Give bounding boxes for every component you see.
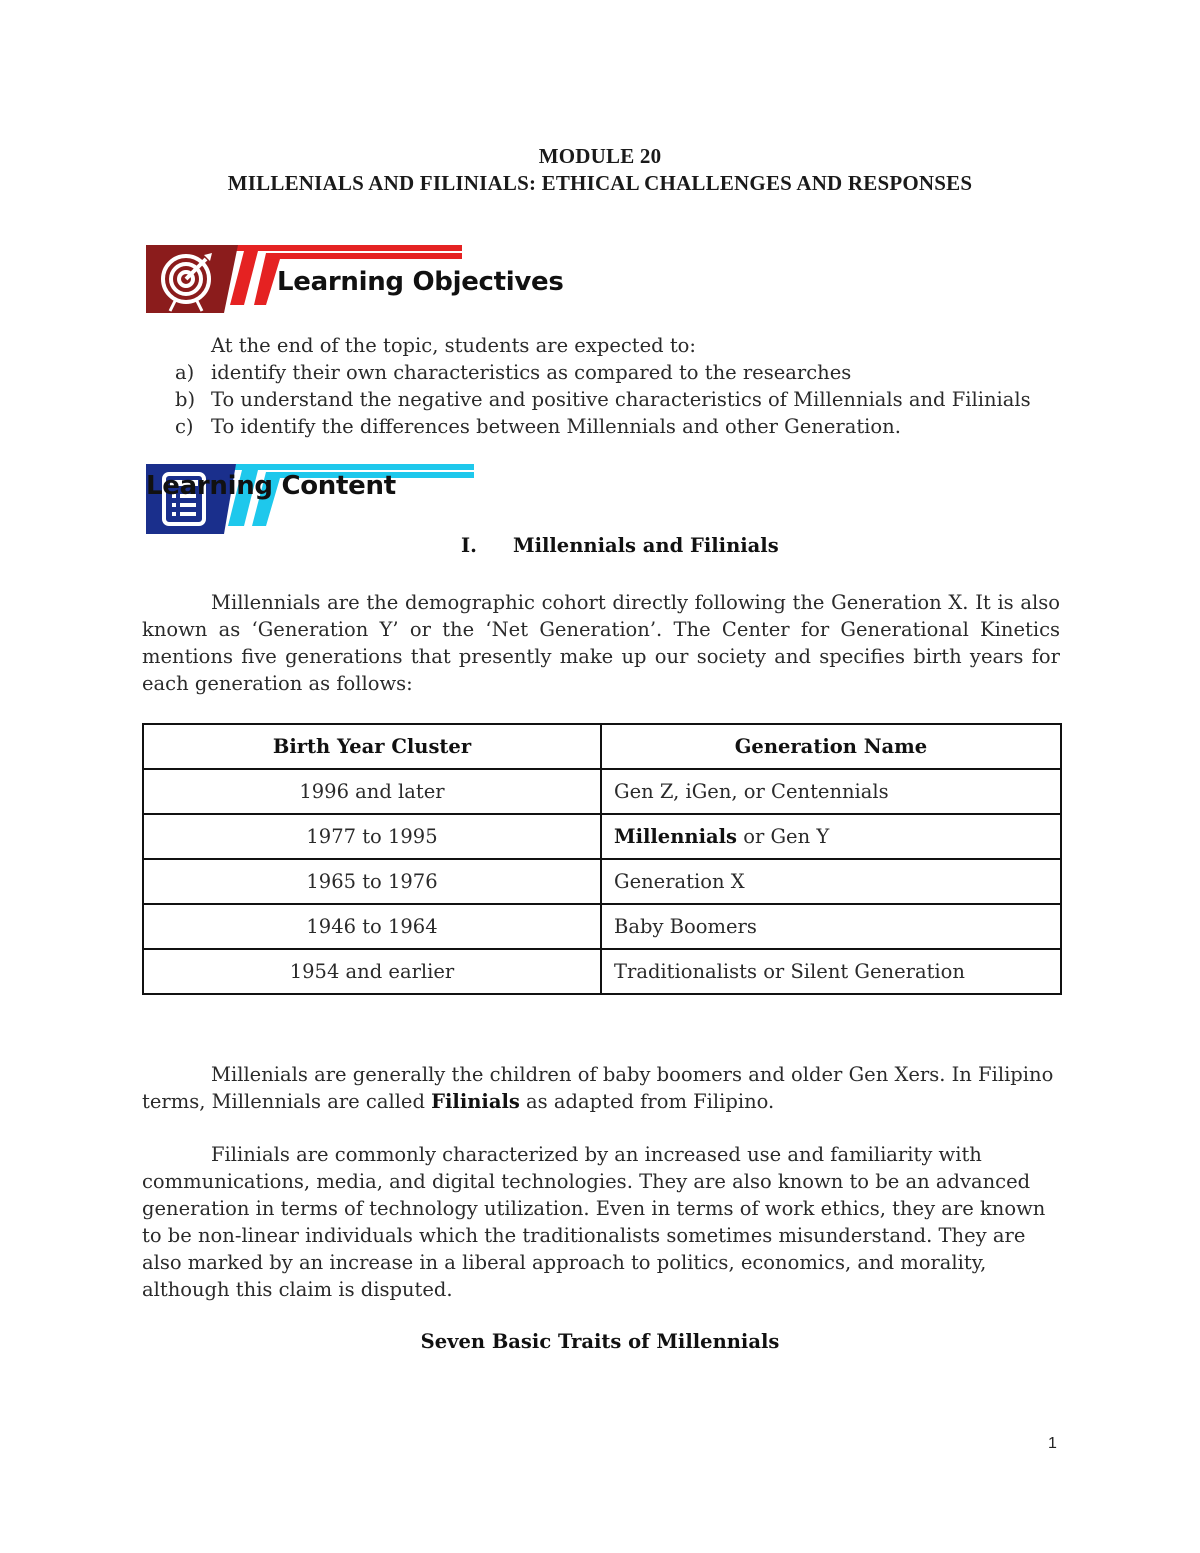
generation-bold: Millennials bbox=[614, 825, 737, 848]
table-cell-generation: Baby Boomers bbox=[601, 904, 1061, 949]
para2-bold-term: Filinials bbox=[431, 1090, 520, 1113]
table-row bbox=[143, 904, 1061, 949]
section-number: I. bbox=[461, 534, 477, 557]
objective-item bbox=[175, 413, 901, 440]
table-row bbox=[143, 769, 1061, 814]
table-row bbox=[143, 814, 1061, 859]
objective-item bbox=[175, 359, 851, 386]
module-number: MODULE 20 bbox=[538, 144, 662, 168]
table-cell-years: 1996 and later bbox=[143, 769, 601, 814]
objective-letter: b) bbox=[175, 388, 196, 411]
table-header: Generation Name bbox=[601, 724, 1061, 769]
objective-letter: c) bbox=[175, 415, 194, 438]
table-cell-years: 1954 and earlier bbox=[143, 949, 601, 994]
table-header: Birth Year Cluster bbox=[143, 724, 601, 769]
filinials-paragraph bbox=[142, 1061, 1060, 1115]
objectives-banner-label: Learning Objectives bbox=[277, 267, 564, 297]
table-cell-years: 1977 to 1995 bbox=[143, 814, 601, 859]
traits-subheading: Seven Basic Traits of Millennials bbox=[420, 1330, 780, 1353]
table-cell-years: 1965 to 1976 bbox=[143, 859, 601, 904]
content-banner-label: Learning Content bbox=[146, 471, 396, 501]
objectives-intro: At the end of the topic, students are expected to: bbox=[211, 334, 696, 357]
table-cell-years: 1946 to 1964 bbox=[143, 904, 601, 949]
table-row bbox=[143, 859, 1061, 904]
table-cell-generation: Gen Z, iGen, or Centennials bbox=[601, 769, 1061, 814]
intro-paragraph: Millennials are the demographic cohort directly following the Generation X. It is also known as ‘Generation Y’ or the ‘Net Generation’. The Center for Generational Kinetics mentions five generations that presently make up our society and specifies birth years for each generation as follows: bbox=[142, 591, 1060, 695]
section-heading: Millennials and Filinials bbox=[513, 534, 779, 557]
generations-table bbox=[142, 723, 1062, 995]
table-header-row bbox=[143, 724, 1061, 769]
module-title: MILLENIALS AND FILINIALS: ETHICAL CHALLENGES AND RESPONSES bbox=[227, 171, 973, 195]
characteristics-paragraph: Filinials are commonly characterized by an increased use and familiarity with communications, media, and digital technologies. They are also known to be an advanced generation in terms of technology utilization. Even in terms of work ethics, they are known to be non-linear individuals which the traditionalists sometimes misunderstand. They are also marked by an increase in a liberal approach to politics, economics, and morality, although this claim is disputed. bbox=[142, 1143, 1046, 1301]
objective-letter: a) bbox=[175, 361, 195, 384]
objective-text: To identify the differences between Millennials and other Generation. bbox=[211, 415, 901, 438]
objective-text: To understand the negative and positive characteristics of Millennials and Filinials bbox=[211, 388, 1031, 411]
table-cell-generation: Generation X bbox=[601, 859, 1061, 904]
para2-text-after: as adapted from Filipino. bbox=[519, 1090, 775, 1113]
para2-text-before: Millenials are generally the children of baby boomers and older Gen Xers. In Filipino terms, Millennials are called bbox=[142, 1063, 1054, 1113]
objective-item bbox=[175, 386, 1031, 413]
page-number: 1 bbox=[1048, 1435, 1057, 1452]
table-row bbox=[143, 949, 1061, 994]
table-cell-generation: Traditionalists or Silent Generation bbox=[601, 949, 1061, 994]
generation-rest: or Gen Y bbox=[737, 825, 830, 848]
objective-text: identify their own characteristics as compared to the researches bbox=[211, 361, 852, 384]
table-cell-generation bbox=[601, 814, 1061, 859]
